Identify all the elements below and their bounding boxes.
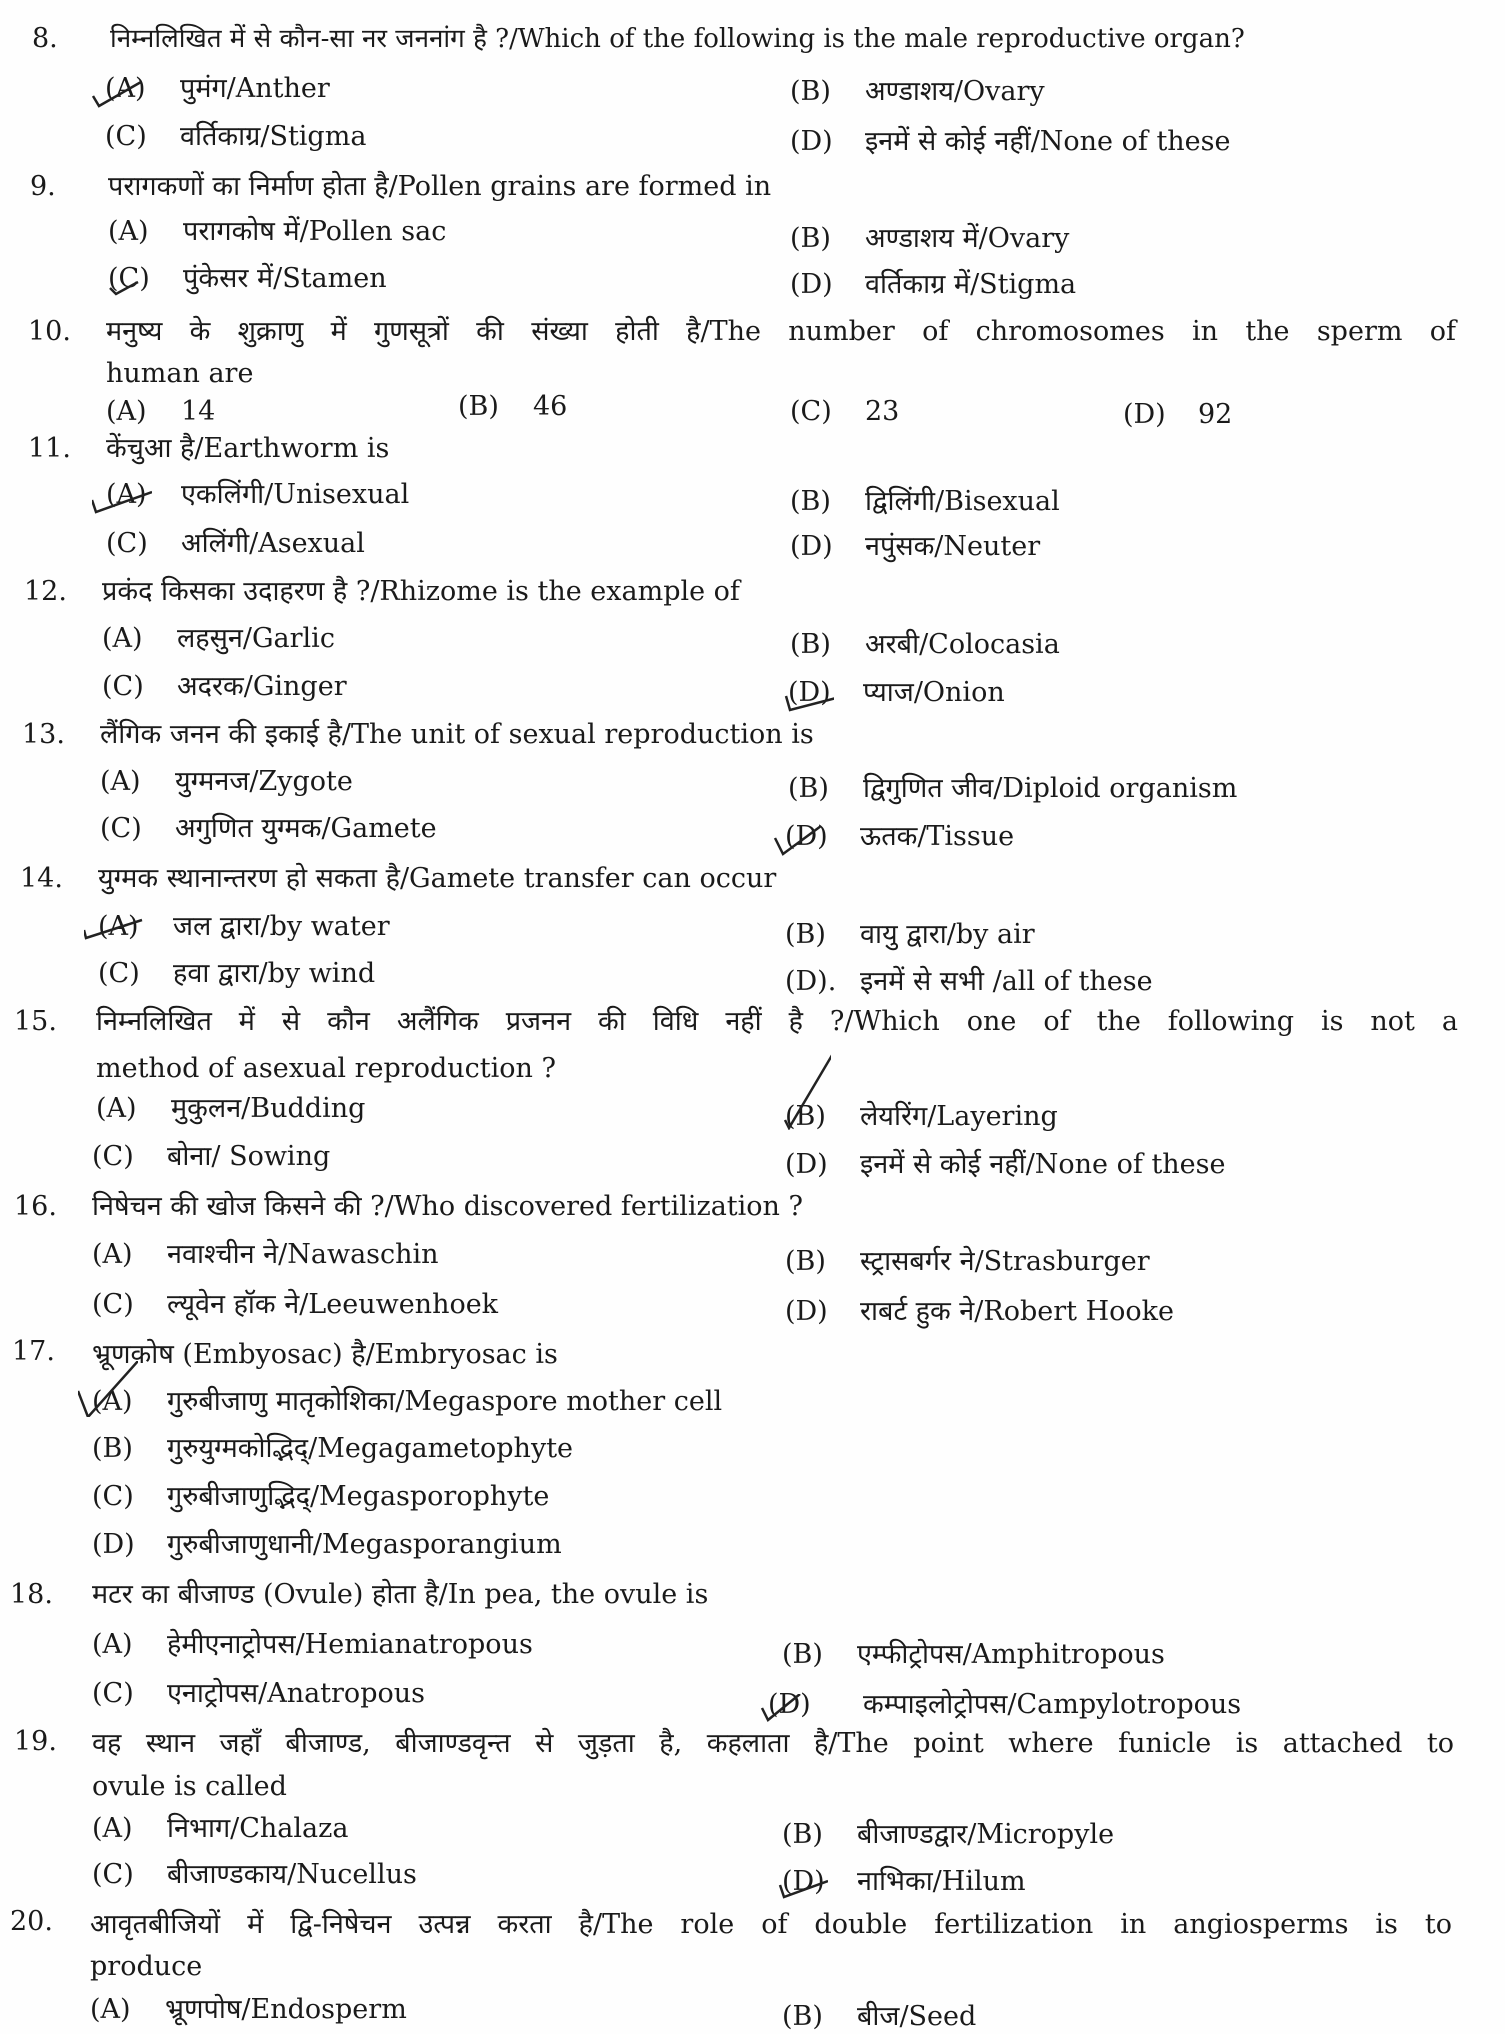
option-11c[interactable] bbox=[106, 527, 365, 561]
option-18c[interactable] bbox=[92, 1677, 425, 1711]
option-label: (A) bbox=[108, 216, 149, 247]
option-text: बीज/Seed bbox=[857, 2001, 977, 2032]
question-number: 18. bbox=[10, 1579, 53, 1610]
option-text: जल द्वारा/by water bbox=[173, 911, 390, 942]
option-9b[interactable] bbox=[790, 222, 1069, 256]
option-text: भ्रूणपोष/Endosperm bbox=[165, 1994, 407, 2025]
option-text: राबर्ट हुक ने/Robert Hooke bbox=[860, 1296, 1174, 1327]
option-label: (D) bbox=[785, 1149, 828, 1180]
option-label: (A) bbox=[106, 479, 147, 510]
option-text: गुरुबीजाणुधानी/Megasporangium bbox=[167, 1529, 562, 1560]
option-9a[interactable] bbox=[108, 215, 446, 249]
option-15d[interactable] bbox=[785, 1148, 1226, 1182]
question-stem: आवृतबीजियों में द्वि-निषेचन उत्पन्न करता है/The role of double fertilization in angiosperms is to bbox=[90, 1909, 1452, 1940]
question-number: 13. bbox=[22, 719, 65, 750]
option-text: परागकोष में/Pollen sac bbox=[183, 216, 447, 247]
option-9c[interactable] bbox=[108, 262, 387, 296]
option-label: (D) bbox=[790, 269, 833, 300]
option-14a[interactable] bbox=[98, 910, 390, 944]
option-11d[interactable] bbox=[790, 530, 1040, 564]
option-text: 92 bbox=[1198, 399, 1233, 430]
option-text: अलिंगी/Asexual bbox=[181, 528, 365, 559]
option-text: एम्फीट्रोपस/Amphitropous bbox=[857, 1639, 1165, 1670]
option-12c[interactable] bbox=[102, 670, 347, 704]
option-text: इनमें से कोई नहीं/None of these bbox=[865, 126, 1231, 157]
option-10a[interactable] bbox=[106, 395, 215, 429]
option-label: (B) bbox=[790, 76, 831, 107]
option-text: अरबी/Colocasia bbox=[865, 629, 1060, 660]
option-20b[interactable] bbox=[782, 2000, 976, 2034]
option-text: पुमंग/Anther bbox=[180, 73, 330, 104]
option-18d[interactable] bbox=[768, 1688, 1241, 1722]
option-label: (B) bbox=[790, 629, 831, 660]
option-text: हवा द्वारा/by wind bbox=[173, 958, 376, 989]
option-label: (B) bbox=[785, 1101, 826, 1132]
option-label: (C) bbox=[790, 396, 832, 427]
option-text: वर्तिकाग्र में/Stigma bbox=[865, 269, 1077, 300]
question-stem-continued: produce bbox=[90, 1951, 203, 1982]
option-text: 46 bbox=[533, 391, 568, 422]
option-label: (A) bbox=[90, 1994, 131, 2025]
option-label: (A) bbox=[106, 396, 147, 427]
option-label: (B) bbox=[458, 391, 499, 422]
question-stem: भ्रूणकोष (Embyosac) है/Embryosac is bbox=[92, 1339, 558, 1370]
question-number: 17. bbox=[12, 1336, 55, 1367]
option-label: (C) bbox=[92, 1481, 134, 1512]
option-label: (A) bbox=[92, 1386, 133, 1417]
option-label: (B) bbox=[788, 773, 829, 804]
option-18b[interactable] bbox=[782, 1638, 1165, 1672]
option-label: (B) bbox=[782, 1639, 823, 1670]
option-10b[interactable] bbox=[458, 390, 567, 424]
question-number: 19. bbox=[14, 1726, 57, 1757]
option-11b[interactable] bbox=[790, 485, 1060, 519]
option-text: 23 bbox=[865, 396, 900, 427]
option-13c[interactable] bbox=[100, 812, 437, 846]
question-stem: लैंगिक जनन की इकाई है/The unit of sexual reproduction is bbox=[100, 719, 814, 750]
option-text: एकलिंगी/Unisexual bbox=[181, 479, 410, 510]
option-label: (D) bbox=[1123, 399, 1166, 430]
question-number: 20. bbox=[10, 1906, 53, 1937]
option-label: (D) bbox=[788, 677, 831, 708]
option-19c[interactable] bbox=[92, 1858, 417, 1892]
option-text: ऊतक/Tissue bbox=[860, 821, 1015, 852]
option-17d[interactable] bbox=[92, 1528, 562, 1562]
question-stem: निम्नलिखित में से कौन-सा नर जननांग है ?/Which of the following is the male reproductive organ? bbox=[110, 24, 1245, 54]
option-17b[interactable] bbox=[92, 1432, 573, 1466]
option-text: गुरुयुग्मकोद्भिद्/Megagametophyte bbox=[167, 1433, 574, 1464]
option-label: (C) bbox=[92, 1141, 134, 1172]
option-10c[interactable] bbox=[790, 395, 899, 429]
option-label: (A) bbox=[102, 623, 143, 654]
option-9d[interactable] bbox=[790, 268, 1076, 302]
option-19b[interactable] bbox=[782, 1818, 1114, 1852]
question-number: 14. bbox=[20, 863, 63, 894]
option-text: कम्पाइलोट्रोपस/Campylotropous bbox=[863, 1689, 1242, 1720]
option-text: गुरुबीजाणु मातृकोशिका/Megaspore mother cell bbox=[167, 1386, 723, 1417]
option-label: (D) bbox=[790, 126, 833, 157]
option-label: (A) bbox=[100, 766, 141, 797]
option-text: अदरक/Ginger bbox=[177, 671, 347, 702]
option-15b[interactable] bbox=[785, 1100, 1058, 1134]
option-text: एनाट्रोपस/Anatropous bbox=[167, 1678, 425, 1709]
option-text: अगुणित युग्मक/Gamete bbox=[175, 813, 437, 844]
option-text: अण्डाशय/Ovary bbox=[865, 76, 1045, 107]
option-16a[interactable] bbox=[92, 1238, 439, 1272]
option-20a[interactable] bbox=[90, 1993, 407, 2027]
option-17a[interactable] bbox=[92, 1385, 722, 1419]
option-text: नपुंसक/Neuter bbox=[865, 531, 1041, 562]
option-text: हेमीएनाट्रोपस/Hemianatropous bbox=[167, 1629, 533, 1660]
option-16d[interactable] bbox=[785, 1295, 1174, 1329]
option-label: (A) bbox=[98, 911, 139, 942]
option-14c[interactable] bbox=[98, 957, 375, 991]
option-label: (C) bbox=[108, 263, 150, 294]
option-12b[interactable] bbox=[790, 628, 1060, 662]
option-8a[interactable] bbox=[105, 72, 330, 106]
option-10d[interactable] bbox=[1123, 398, 1232, 432]
option-label: (C) bbox=[105, 121, 147, 152]
option-16b[interactable] bbox=[785, 1245, 1150, 1279]
option-text: वर्तिकाग्र/Stigma bbox=[180, 121, 367, 152]
option-8c[interactable] bbox=[105, 120, 366, 154]
option-text: इनमें से कोई नहीं/None of these bbox=[860, 1149, 1226, 1180]
option-12d[interactable] bbox=[788, 676, 1005, 710]
question-stem-continued: human are bbox=[106, 358, 254, 389]
option-text: बीजाण्डकाय/Nucellus bbox=[167, 1859, 417, 1890]
option-text: गुरुबीजाणुद्भिद्/Megasporophyte bbox=[167, 1481, 550, 1512]
option-14b[interactable] bbox=[785, 918, 1035, 952]
option-label: (A) bbox=[105, 73, 146, 104]
option-16c[interactable] bbox=[92, 1288, 498, 1322]
option-label: (A) bbox=[92, 1813, 133, 1844]
question-number: 8. bbox=[32, 23, 58, 54]
option-label: (B) bbox=[790, 223, 831, 254]
option-13d[interactable] bbox=[785, 820, 1014, 854]
option-text: मुकुलन/Budding bbox=[171, 1093, 366, 1124]
question-stem: प्रकंद किसका उदाहरण है ?/Rhizome is the example of bbox=[102, 576, 740, 607]
option-label: (D). bbox=[785, 966, 837, 997]
option-label: (C) bbox=[92, 1859, 134, 1890]
option-text: इनमें से सभी /all of these bbox=[860, 966, 1153, 997]
option-text: प्याज/Onion bbox=[863, 677, 1005, 708]
option-label: (D) bbox=[785, 1296, 828, 1327]
option-label: (B) bbox=[782, 1819, 823, 1850]
option-text: अण्डाशय में/Ovary bbox=[865, 223, 1070, 254]
question-number: 15. bbox=[14, 1006, 57, 1037]
option-label: (A) bbox=[96, 1093, 137, 1124]
option-13b[interactable] bbox=[788, 772, 1237, 806]
option-text: द्विलिंगी/Bisexual bbox=[865, 486, 1060, 517]
option-8b[interactable] bbox=[790, 75, 1045, 109]
option-text: युग्मनज/Zygote bbox=[175, 766, 353, 797]
option-label: (B) bbox=[782, 2001, 823, 2032]
option-label: (C) bbox=[102, 671, 144, 702]
option-text: निभाग/Chalaza bbox=[167, 1813, 349, 1844]
question-stem: परागकणों का निर्माण होता है/Pollen grains are formed in bbox=[108, 171, 772, 202]
option-label: (A) bbox=[92, 1239, 133, 1270]
question-number: 16. bbox=[14, 1191, 57, 1222]
option-text: द्विगुणित जीव/Diploid organism bbox=[863, 773, 1238, 804]
option-12a[interactable] bbox=[102, 622, 335, 656]
option-label: (D) bbox=[785, 821, 828, 852]
question-stem: निषेचन की खोज किसने की ?/Who discovered fertilization ? bbox=[92, 1191, 803, 1222]
option-15c[interactable] bbox=[92, 1140, 330, 1174]
option-text: स्ट्रासबर्गर ने/Strasburger bbox=[860, 1246, 1150, 1277]
option-text: ल्यूवेन हॉक ने/Leeuwenhoek bbox=[167, 1289, 499, 1320]
option-text: लहसुन/Garlic bbox=[177, 623, 335, 654]
option-label: (B) bbox=[785, 1246, 826, 1277]
option-text: लेयरिंग/Layering bbox=[860, 1101, 1058, 1132]
option-label: (D) bbox=[768, 1689, 811, 1720]
option-label: (A) bbox=[92, 1629, 133, 1660]
option-18a[interactable] bbox=[92, 1628, 533, 1662]
question-number: 10. bbox=[28, 316, 71, 347]
option-text: नवाश्चीन ने/Nawaschin bbox=[167, 1239, 439, 1270]
question-stem-continued: method of asexual reproduction ? bbox=[96, 1053, 556, 1084]
option-label: (D) bbox=[92, 1529, 135, 1560]
option-text: नाभिका/Hilum bbox=[857, 1866, 1026, 1897]
option-8d[interactable] bbox=[790, 125, 1231, 159]
question-number: 11. bbox=[28, 433, 71, 464]
option-19a[interactable] bbox=[92, 1812, 348, 1846]
option-label: (C) bbox=[100, 813, 142, 844]
option-label: (D) bbox=[790, 531, 833, 562]
option-14d[interactable] bbox=[785, 965, 1153, 999]
option-label: (D) bbox=[782, 1866, 825, 1897]
option-text: वायु द्वारा/by air bbox=[860, 919, 1035, 950]
option-13a[interactable] bbox=[100, 765, 353, 799]
option-text: बीजाण्डद्वार/Micropyle bbox=[857, 1819, 1115, 1850]
question-stem: वह स्थान जहाँ बीजाण्ड, बीजाण्डवृन्त से जुड़ता है, कहलाता है/The point where funicle is attached to bbox=[92, 1728, 1454, 1759]
question-number: 9. bbox=[30, 171, 56, 202]
question-stem: केंचुआ है/Earthworm is bbox=[106, 433, 390, 464]
option-text: बोना/ Sowing bbox=[167, 1141, 331, 1172]
option-11a[interactable] bbox=[106, 478, 409, 512]
option-label: (C) bbox=[106, 528, 148, 559]
question-number: 12. bbox=[24, 576, 67, 607]
option-17c[interactable] bbox=[92, 1480, 549, 1514]
question-stem: मटर का बीजाण्ड (Ovule) होता है/In pea, the ovule is bbox=[92, 1579, 709, 1610]
question-stem: निम्नलिखित में से कौन अलैंगिक प्रजनन की विधि नहीं है ?/Which one of the following is not a bbox=[96, 1006, 1458, 1037]
option-label: (C) bbox=[92, 1678, 134, 1709]
option-19d[interactable] bbox=[782, 1865, 1026, 1899]
option-text: 14 bbox=[181, 396, 216, 427]
option-label: (B) bbox=[92, 1433, 133, 1464]
option-15a[interactable] bbox=[96, 1092, 365, 1126]
question-stem-continued: ovule is called bbox=[92, 1771, 287, 1802]
option-label: (C) bbox=[92, 1289, 134, 1320]
option-label: (C) bbox=[98, 958, 140, 989]
option-label: (B) bbox=[790, 486, 831, 517]
question-stem: मनुष्य के शुक्राणु में गुणसूत्रों की संख्या होती है/The number of chromosomes in the sperm of bbox=[106, 316, 1456, 347]
question-stem: युग्मक स्थानान्तरण हो सकता है/Gamete transfer can occur bbox=[98, 863, 777, 894]
option-label: (B) bbox=[785, 919, 826, 950]
option-text: पुंकेसर में/Stamen bbox=[183, 263, 387, 294]
